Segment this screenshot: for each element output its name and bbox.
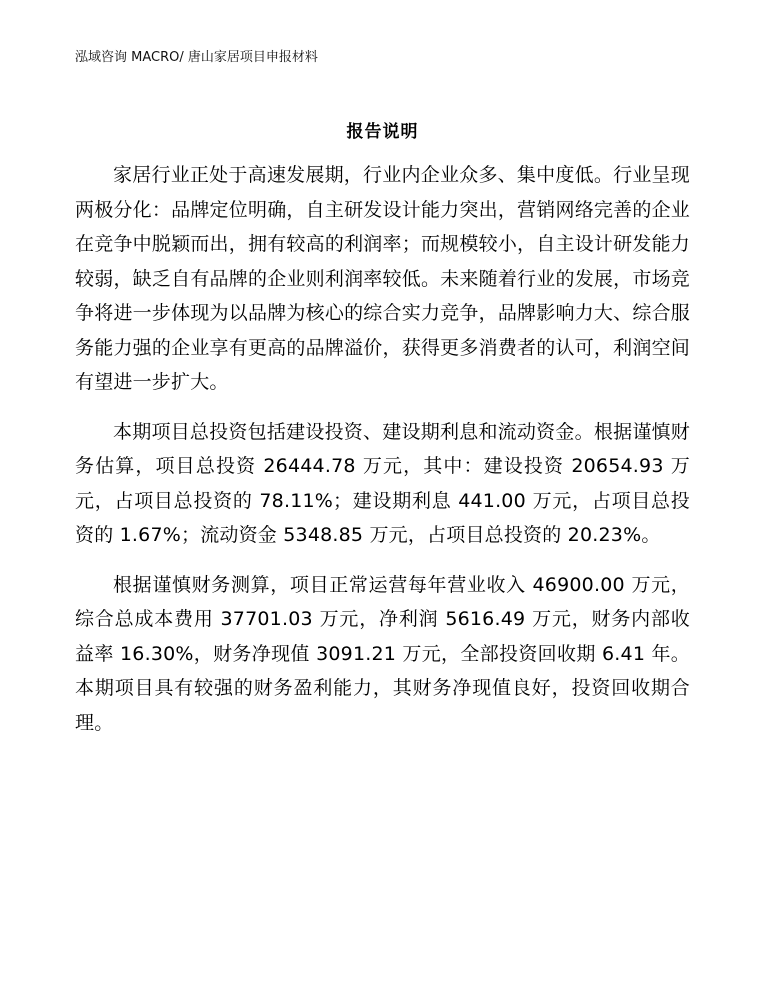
report-body	[75, 158, 690, 740]
page-header: 泓域咨询 MACRO/ 唐山家居项目申报材料	[75, 50, 318, 65]
paragraph-investment: 本期项目总投资包括建设投资、建设期利息和流动资金。根据谨慎财务估算，项目总投资 26444.78 万元，其中：建设投资 20654.93 万元，占项目总投资的 78.11%；建设期利息 441.00 万元，占项目总投资的 1.67%；流动资金 5348.85 万元，占项目总投资的 20.23%。	[75, 420, 690, 546]
section-title: 报告说明	[346, 122, 419, 142]
paragraph-industry: 家居行业正处于高速发展期，行业内企业众多、集中度低。行业呈现两极分化：品牌定位明确，自主研发设计能力突出，营销网络完善的企业在竞争中脱颖而出，拥有较高的利润率；而规模较小，自主设计研发能力较弱，缺乏自有品牌的企业则利润率较低。未来随着行业的发展，市场竞争将进一步体现为以品牌为核心的综合实力竞争，品牌影响力大、综合服务能力强的企业享有更高的品牌溢价，获得更多消费者的认可，利润空间有望进一步扩大。	[75, 164, 690, 393]
paragraph-financials: 根据谨慎财务测算，项目正常运营每年营业收入 46900.00 万元，综合总成本费用 37701.03 万元，净利润 5616.49 万元，财务内部收益率 16.30%，财务净现值 3091.21 万元，全部投资回收期 6.41 年。本期项目具有较强的财务盈利能力，其财务净现值良好，投资回收期合理。	[75, 573, 690, 734]
